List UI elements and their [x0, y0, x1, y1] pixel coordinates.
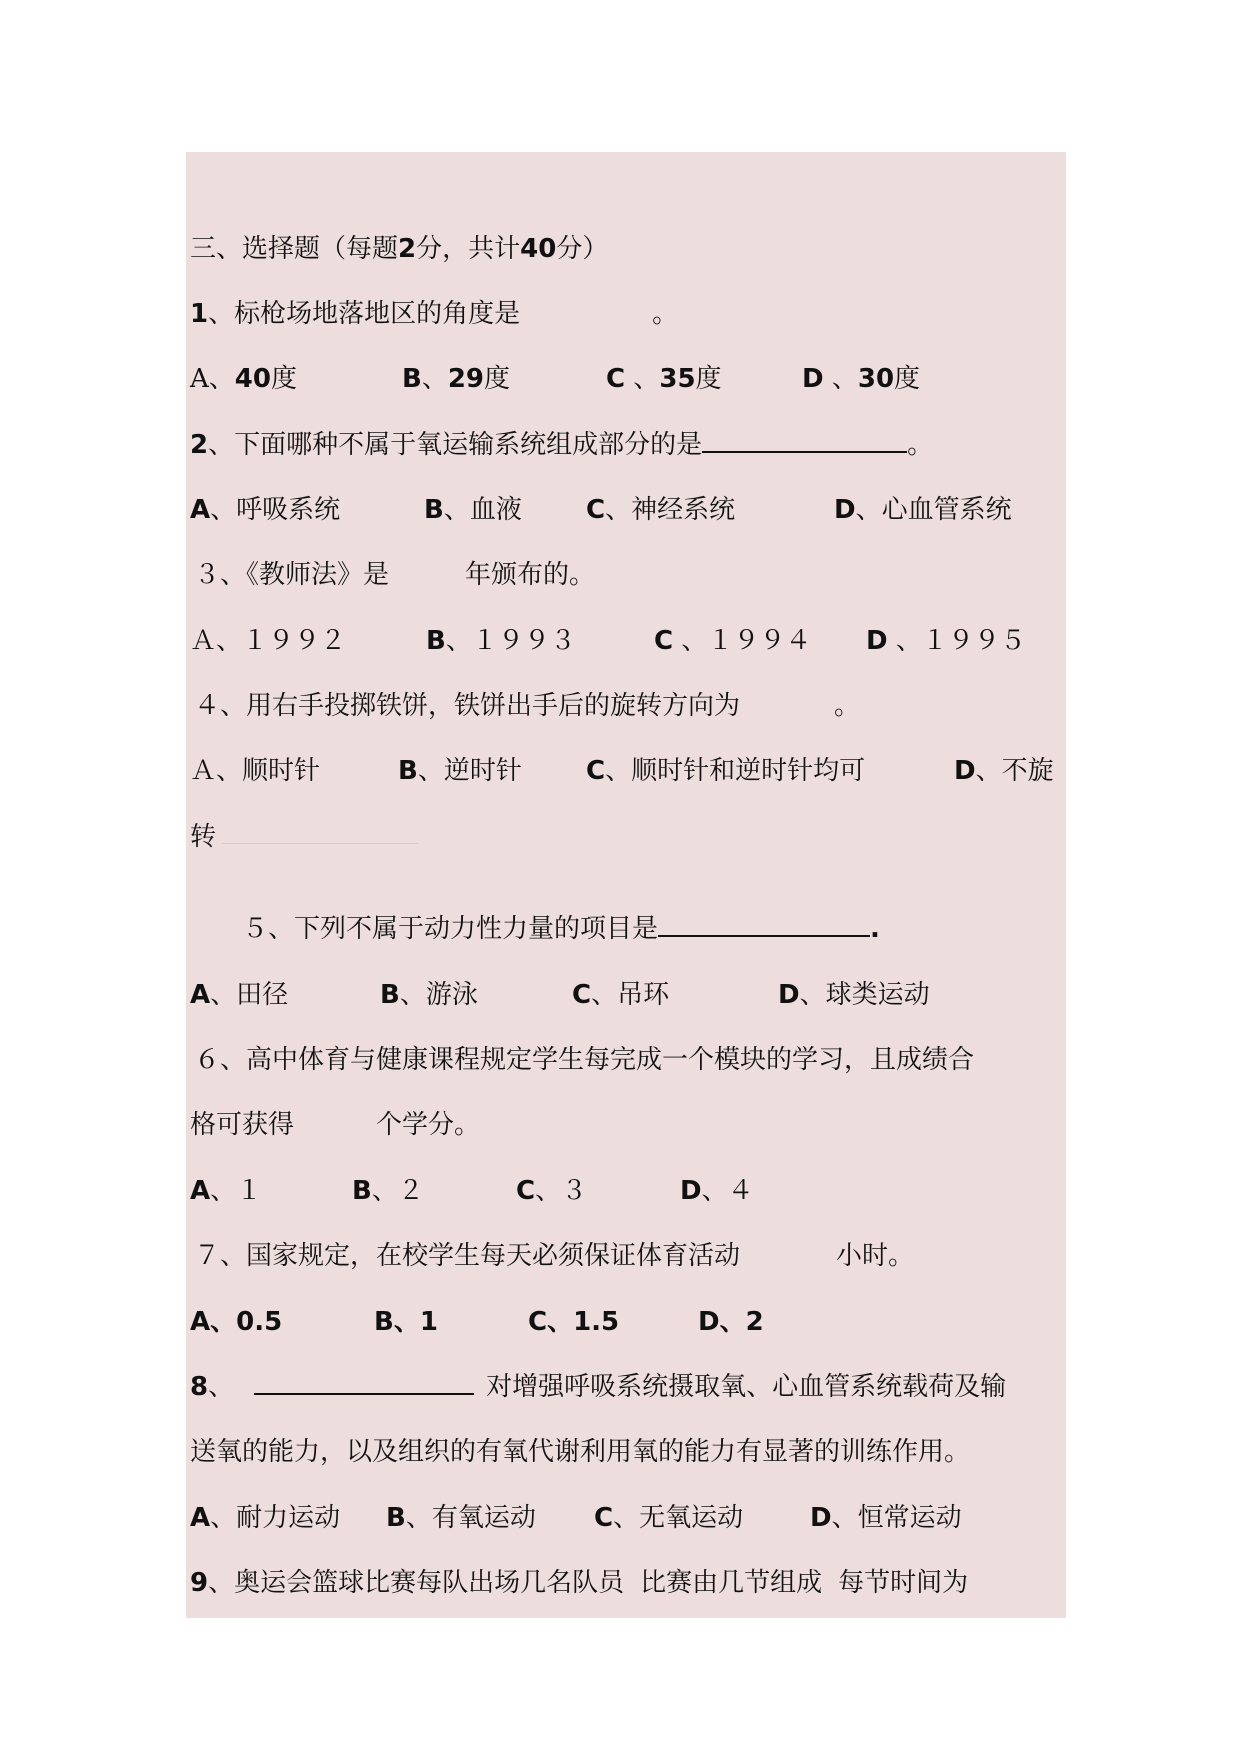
- option-d: D 、１９９５: [866, 626, 1026, 656]
- option-c: C 、35度: [606, 364, 722, 394]
- section-heading: 三、选择题（每题2分，共计40分）: [190, 234, 609, 264]
- option-b: B、１９９３: [426, 626, 576, 656]
- option-c: C、３: [516, 1176, 588, 1206]
- option-b: B、29度: [402, 364, 511, 394]
- option-a: A、１: [190, 1176, 263, 1206]
- option-c: C、1.5: [528, 1307, 620, 1337]
- question-4-stem: ４、用右手投掷铁饼，铁饼出手后的旋转方向为 。: [194, 691, 861, 721]
- question-8-stem-line2: 送氧的能力，以及组织的有氧代谢利用氧的能力有显著的训练作用。: [190, 1437, 971, 1467]
- option-a: A、呼吸系统: [190, 495, 341, 525]
- option-c: C、吊环: [572, 980, 670, 1010]
- question-3-stem: ３、《教师法》是 年颁布的。: [194, 560, 596, 590]
- answer-blank: [254, 1371, 474, 1395]
- answer-blank: [702, 429, 907, 453]
- option-a: Ａ、１９９２: [190, 626, 347, 656]
- question-4-wrap: 转: [190, 822, 217, 852]
- option-b: B、有氧运动: [386, 1503, 536, 1533]
- option-d: D、不旋: [954, 756, 1054, 786]
- divider: [222, 843, 418, 844]
- question-5-stem: ５、下列不属于动力性力量的项目是 .: [242, 914, 880, 944]
- question-6-stem: ６、高中体育与健康课程规定学生每完成一个模块的学习，且成绩合: [194, 1045, 975, 1075]
- option-b: B、1: [374, 1307, 438, 1337]
- question-1-stem: 1、标枪场地落地区的角度是 。: [190, 299, 679, 329]
- option-d: D、恒常运动: [810, 1503, 962, 1533]
- option-b: B、游泳: [380, 980, 478, 1010]
- option-c: C、神经系统: [586, 495, 736, 525]
- question-2-stem: 2、下面哪种不属于氧运输系统组成部分的是 。: [190, 430, 934, 460]
- question-6-stem-line2: 格可获得 个学分。: [190, 1110, 481, 1140]
- option-c: C、顺时针和逆时针均可: [586, 756, 866, 786]
- option-b: B、逆时针: [398, 756, 522, 786]
- option-a: A、田径: [190, 980, 289, 1010]
- question-8-stem: 8、 对增强呼吸系统摄取氧、心血管系统载荷及输: [190, 1372, 1007, 1402]
- answer-blank: [658, 913, 870, 937]
- option-d: D、４: [680, 1176, 754, 1206]
- option-c: C、无氧运动: [594, 1503, 744, 1533]
- option-a: A、耐力运动: [190, 1503, 341, 1533]
- option-d: D、球类运动: [778, 980, 930, 1010]
- option-c: C 、１９９４: [654, 626, 812, 656]
- option-a: Ａ、顺时针: [190, 756, 321, 786]
- option-d: D、2: [698, 1307, 764, 1337]
- option-a: A、40度: [190, 364, 297, 394]
- option-b: B、２: [352, 1176, 424, 1206]
- option-b: B、血液: [424, 495, 522, 525]
- option-d: D 、30度: [802, 364, 921, 394]
- question-9-stem: 9、奥运会篮球比赛每队出场几名队员 比赛由几节组成 每节时间为: [190, 1568, 969, 1598]
- option-d: D、心血管系统: [834, 495, 1012, 525]
- question-7-stem: ７、国家规定，在校学生每天必须保证体育活动 小时。: [194, 1241, 915, 1271]
- option-a: A、0.5: [190, 1307, 283, 1337]
